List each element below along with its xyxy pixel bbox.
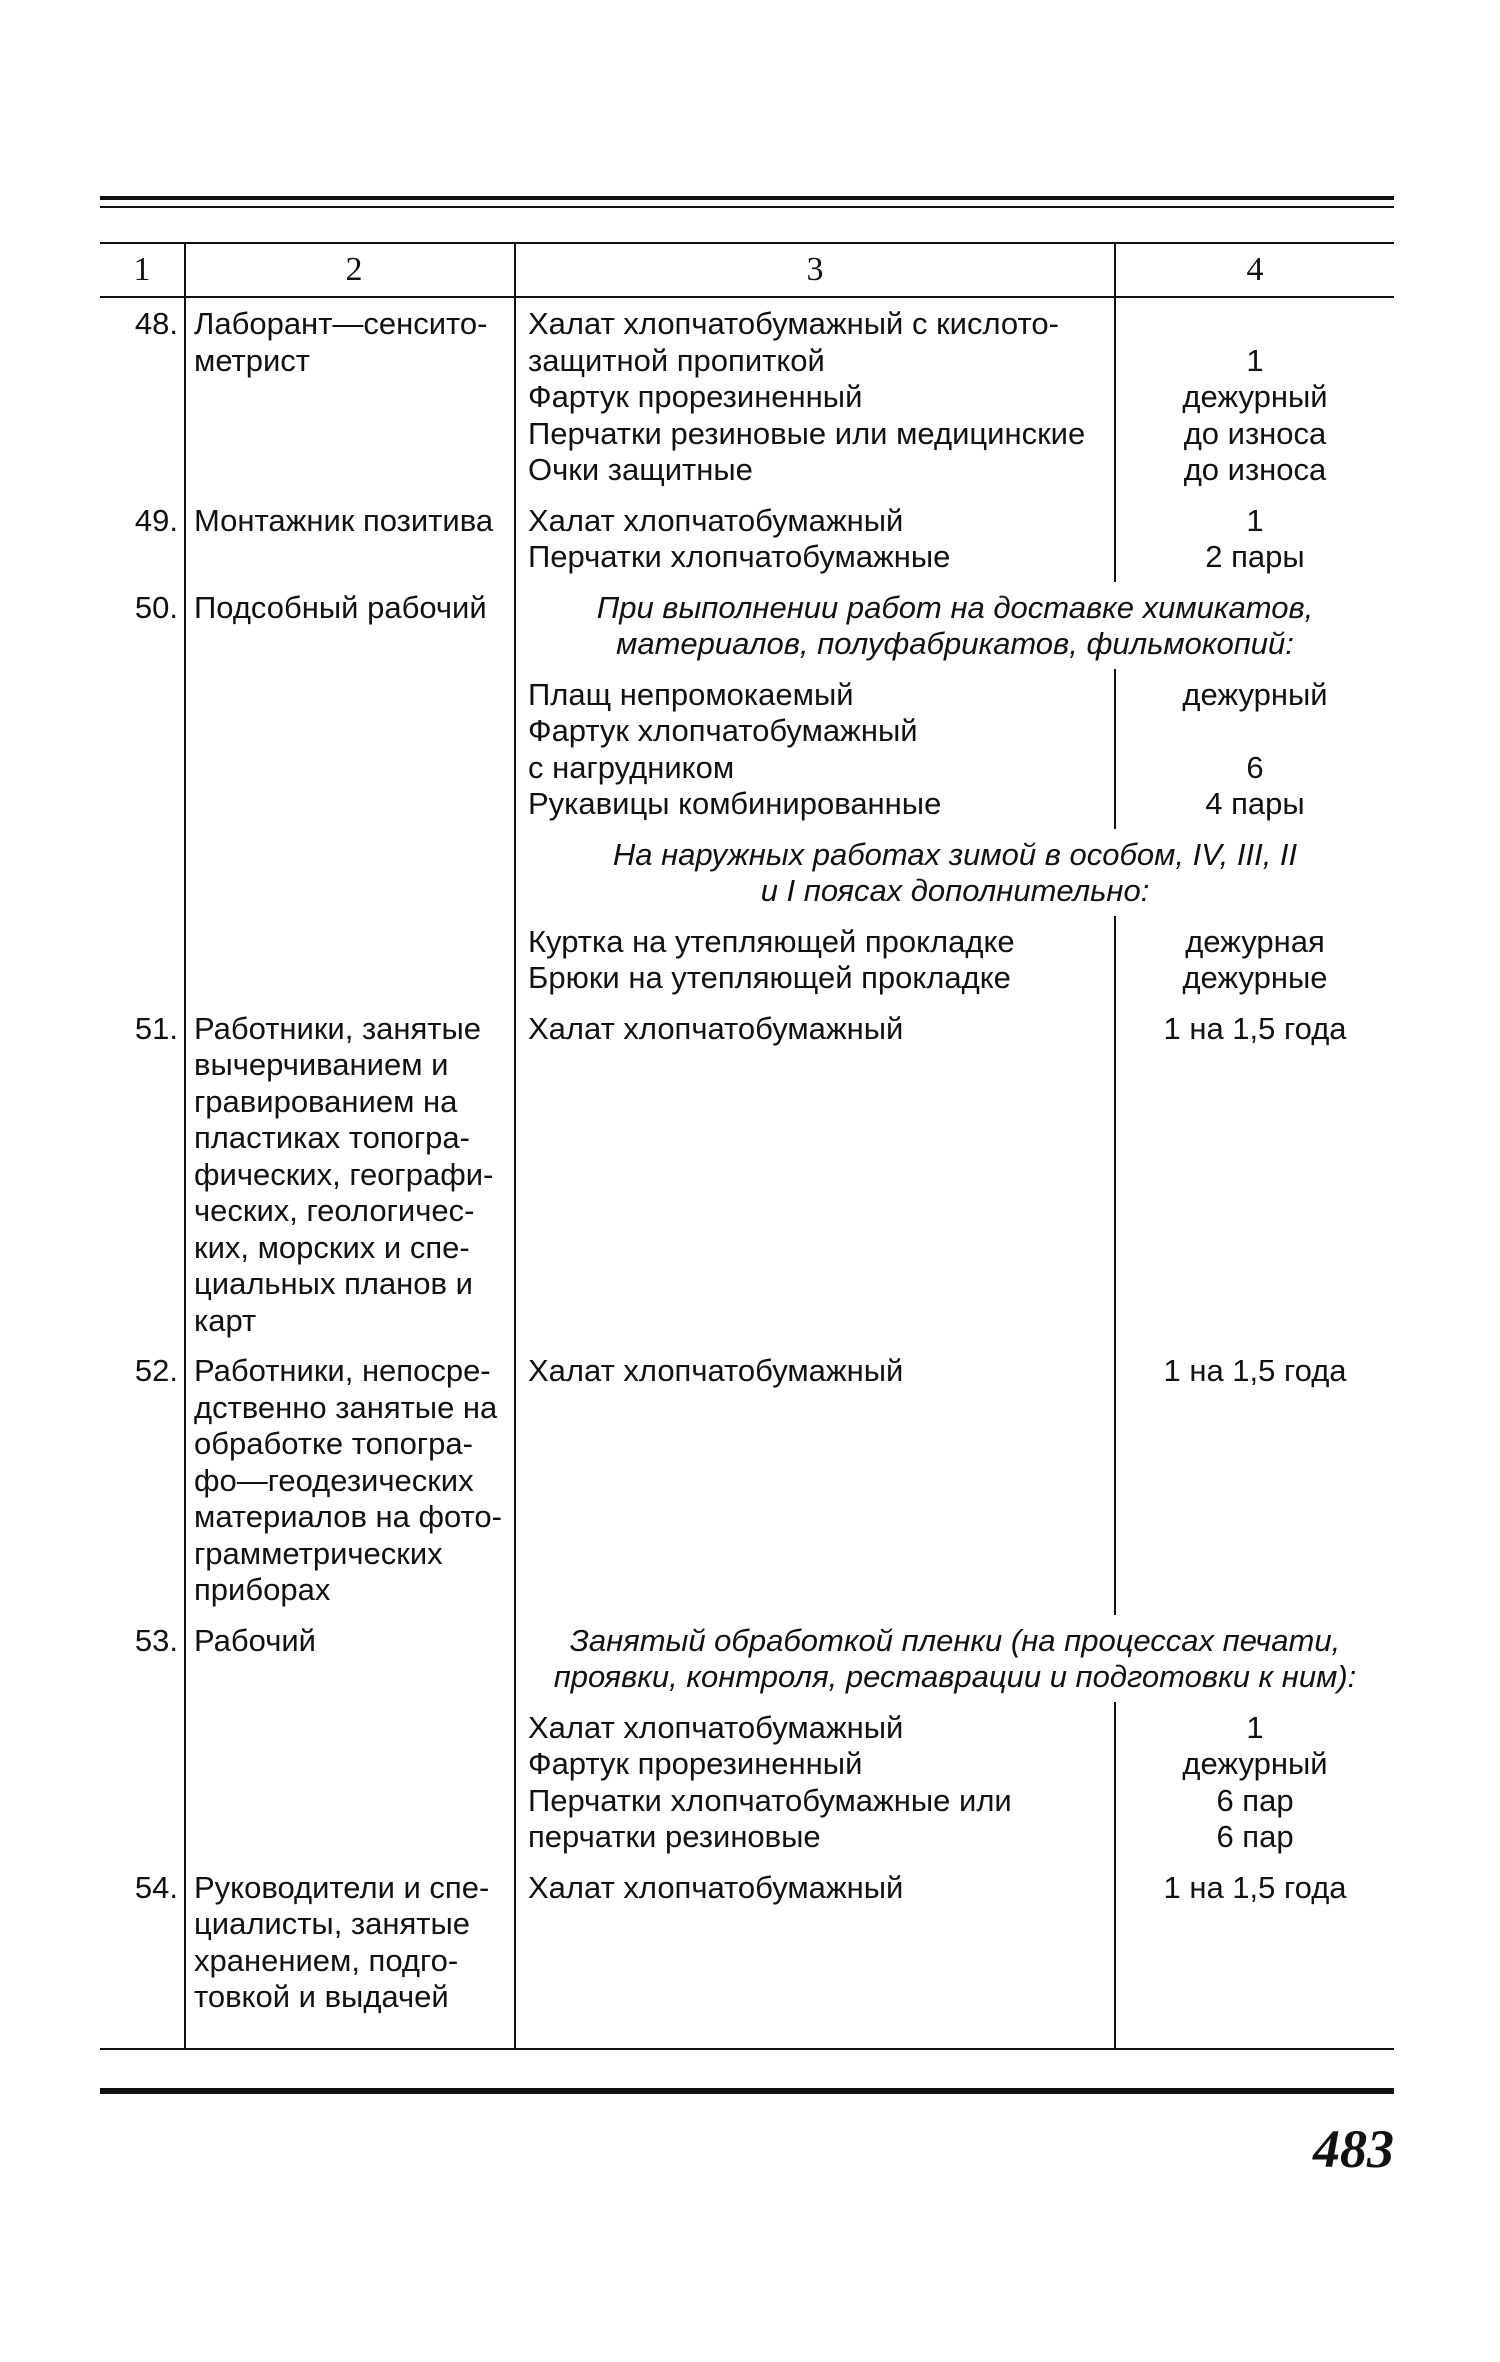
job-title-line: циалисты, занятые	[194, 1906, 471, 1941]
quantity-list	[1115, 297, 1394, 495]
item-quantity: 1 на 1,5 года	[1163, 1869, 1347, 1905]
job-title	[185, 1862, 515, 2049]
job-title-line: дственно занятые на	[194, 1389, 498, 1425]
group-note	[515, 1615, 1394, 1702]
item-quantity: 2 пары	[1205, 539, 1305, 574]
ppe-table	[100, 242, 1394, 2050]
item-name: Халат хлопчатобумажный	[528, 1010, 904, 1046]
item-quantity: 1	[1246, 342, 1264, 378]
quantity-list	[1115, 1345, 1394, 1615]
quantity-list	[1115, 1702, 1394, 1862]
page-number: 483	[1313, 2119, 1394, 2179]
item-list	[515, 669, 1115, 829]
bottom-rule	[100, 2088, 1394, 2094]
item-quantity: дежурный	[1182, 379, 1328, 414]
header-col-3: 3	[515, 243, 1115, 297]
table-row	[100, 1345, 1394, 1615]
item-name: Фартук прорезиненный	[528, 1746, 863, 1781]
job-title-line: Руководители и спе-	[194, 1869, 490, 1905]
table-row	[100, 297, 1394, 495]
job-title	[185, 1003, 515, 1346]
row-number: 52.	[100, 1345, 185, 1615]
row-number: 51.	[100, 1003, 185, 1346]
item-quantity: до износа	[1183, 415, 1327, 451]
job-title-line: фических, географи-	[194, 1156, 494, 1192]
row-number: 48.	[100, 297, 185, 495]
item-quantity: 6 пар	[1216, 1819, 1294, 1854]
job-title-line: фо—геодезических	[194, 1462, 474, 1498]
item-quantity	[1116, 713, 1394, 750]
item-quantity	[1116, 306, 1394, 343]
note-line: и I поясах дополнительно:	[760, 873, 1150, 908]
row-number: 54.	[100, 1862, 185, 2049]
table-body	[100, 297, 1394, 2049]
job-title-line: приборах	[194, 1572, 331, 1607]
item-quantity: дежурный	[1182, 1746, 1328, 1781]
item-name: с нагрудником	[528, 749, 735, 785]
job-title-line: Работники, непосре-	[194, 1353, 491, 1388]
item-name: Перчатки хлопчатобумажные	[528, 539, 951, 574]
item-quantity: дежурные	[1182, 960, 1328, 995]
table-row	[100, 1615, 1394, 1702]
top-double-rule-1	[100, 196, 1394, 200]
job-title-line: метрист	[194, 342, 310, 378]
row-number: 49.	[100, 495, 185, 582]
note-line: При выполнении работ на доставке химикатов,	[596, 589, 1314, 625]
item-name: Фартук хлопчатобумажный	[528, 713, 918, 748]
top-double-rule-2	[100, 206, 1394, 208]
job-title-line: пластиках топогра-	[194, 1120, 470, 1155]
item-quantity: 1 на 1,5 года	[1163, 1010, 1347, 1046]
header-row	[100, 243, 1394, 297]
item-name: перчатки резиновые	[528, 1819, 821, 1854]
quantity-list	[1115, 1003, 1394, 1346]
item-quantity: 6	[1246, 749, 1264, 785]
job-title-line: Лаборант—сенсито-	[194, 306, 488, 341]
item-name: Перчатки резиновые или медицинские	[528, 415, 1086, 451]
item-quantity: 1	[1246, 502, 1264, 538]
header-col-2: 2	[185, 243, 515, 297]
quantity-list	[1115, 495, 1394, 582]
job-title	[185, 297, 515, 495]
note-line: проявки, контроля, реставрации и подготовки к ним):	[553, 1659, 1357, 1694]
job-title	[185, 495, 515, 582]
group-note	[515, 829, 1394, 916]
item-list	[515, 1702, 1115, 1862]
job-title-line: материалов на фото-	[194, 1499, 502, 1534]
job-title	[185, 1345, 515, 1615]
item-name: Фартук прорезиненный	[528, 379, 863, 414]
job-title-line: Рабочий	[194, 1622, 316, 1658]
job-title-line: хранением, подго-	[194, 1942, 459, 1978]
item-name: Перчатки хлопчатобумажные или	[528, 1782, 1012, 1818]
item-name: защитной пропиткой	[528, 342, 825, 378]
job-title-line: ких, морских и спе-	[194, 1229, 470, 1265]
table-row	[100, 495, 1394, 582]
item-quantity: 1	[1246, 1709, 1264, 1745]
job-title-line: ческих, геологичес-	[194, 1193, 475, 1228]
quantity-list	[1115, 669, 1394, 829]
item-name: Халат хлопчатобумажный	[528, 1869, 904, 1905]
item-name: Халат хлопчатобумажный	[528, 1709, 904, 1745]
item-name: Халат хлопчатобумажный	[528, 502, 904, 538]
item-name: Халат хлопчатобумажный	[528, 1353, 904, 1388]
job-title-line: гравированием на	[194, 1083, 458, 1119]
job-title-line: товкой и выдачей	[194, 1979, 449, 2014]
item-quantity: 1 на 1,5 года	[1163, 1353, 1347, 1388]
item-quantity: 6 пар	[1216, 1782, 1294, 1818]
item-list	[515, 1862, 1115, 2049]
item-list	[515, 1003, 1115, 1346]
item-name: Рукавицы комбинированные	[528, 786, 942, 821]
job-title-line: грамметрических	[194, 1535, 443, 1571]
header-col-4: 4	[1115, 243, 1394, 297]
note-line: материалов, полуфабрикатов, фильмокопий:	[616, 626, 1294, 661]
row-number: 53.	[100, 1615, 185, 1862]
group-note	[515, 582, 1394, 669]
item-name: Брюки на утепляющей прокладке	[528, 960, 1011, 995]
item-name: Халат хлопчатобумажный с кислото-	[528, 306, 1059, 341]
job-title-line: обработке топогра-	[194, 1426, 473, 1461]
item-quantity: 4 пары	[1205, 786, 1305, 821]
job-title-line: Монтажник позитива	[194, 502, 494, 538]
job-title	[185, 1615, 515, 1862]
item-name: Куртка на утепляющей прокладке	[528, 923, 1015, 959]
header-col-1: 1	[100, 243, 185, 297]
job-title-line: карт	[194, 1302, 257, 1338]
item-quantity: дежурная	[1185, 923, 1325, 959]
job-title-line: Подсобный рабочий	[194, 589, 487, 625]
row-number: 50.	[100, 582, 185, 1003]
job-title-line: вычерчиванием и	[194, 1047, 449, 1082]
quantity-list	[1115, 1862, 1394, 2049]
job-title-line: Работники, занятые	[194, 1010, 482, 1046]
item-list	[515, 495, 1115, 582]
note-line: На наружных работах зимой в особом, IV, III, II	[612, 836, 1298, 872]
job-title-line: циальных планов и	[194, 1266, 473, 1301]
note-line: Занятый обработкой пленки (на процессах печати,	[569, 1622, 1341, 1658]
item-quantity: до износа	[1183, 452, 1327, 487]
table-row	[100, 1003, 1394, 1346]
item-list	[515, 1345, 1115, 1615]
item-list	[515, 916, 1115, 1003]
table-row	[100, 582, 1394, 669]
item-quantity: дежурный	[1182, 676, 1328, 712]
table-row	[100, 1862, 1394, 2049]
item-list	[515, 297, 1115, 495]
quantity-list	[1115, 916, 1394, 1003]
item-name: Плащ непромокаемый	[528, 676, 854, 712]
item-name: Очки защитные	[528, 452, 753, 487]
job-title	[185, 582, 515, 1003]
